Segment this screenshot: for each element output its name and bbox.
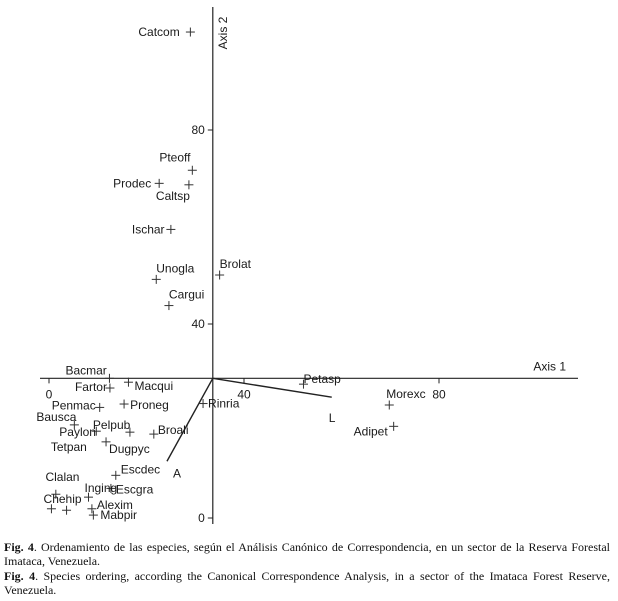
label-bausca: Bausca: [36, 409, 77, 424]
label-brolat: Brolat: [219, 257, 251, 272]
label-adipet: Adipet: [353, 424, 388, 439]
label-fartor: Fartor: [74, 380, 107, 395]
label-pteoff: Pteoff: [159, 150, 191, 165]
point-escdec: [111, 471, 120, 480]
caption-spanish: [4, 540, 610, 568]
label-escdec: Escdec: [120, 462, 161, 477]
point-proneg: [120, 400, 129, 409]
species-points: [47, 28, 398, 523]
label-broali: Broali: [157, 423, 189, 438]
label-inging: Inging: [84, 481, 118, 496]
y-tick-label: 40: [191, 317, 205, 331]
label-mabpir: Mabpir: [100, 508, 138, 523]
label-tetpan: Tetpan: [50, 440, 87, 455]
point-penmac: [95, 403, 104, 412]
label-penmac: Penmac: [51, 398, 96, 413]
label-clalan: Clalan: [45, 469, 80, 484]
label-escgra: Escgra: [115, 482, 154, 497]
label-bacmar: Bacmar: [65, 363, 107, 378]
y-axis-label: Axis 2: [215, 16, 230, 50]
point-unogla: [152, 275, 161, 284]
point-mabpir: [89, 511, 98, 520]
label-chehip: Chehip: [43, 492, 82, 507]
caption-spanish-text: . Ordenamiento de las especies, según el Análisis Canónico de Correspondencia, en un sector de la Reserva Forestal Imataca, Venezuela.: [4, 540, 610, 568]
point-cargui: [164, 301, 173, 310]
x-tick-label: 80: [432, 387, 446, 402]
point-catcom: [186, 28, 195, 37]
point-brolat: [215, 271, 224, 280]
label-prodec: Prodec: [113, 176, 152, 191]
x-tick-label: 40: [237, 387, 251, 402]
label-cargui: Cargui: [168, 287, 205, 302]
point-alexim: [87, 504, 96, 513]
vector-label-l: L: [328, 411, 336, 426]
environmental-vectors: [167, 378, 336, 480]
point-chehip: [62, 506, 71, 515]
caption-english: [4, 569, 610, 597]
label-dugpyc: Dugpyc: [109, 441, 150, 456]
label-alexim: Alexim: [96, 497, 133, 512]
y-tick-label: 80: [191, 123, 205, 137]
point-prodec: [155, 179, 164, 188]
caption-spanish-prefix: Fig. 4: [4, 540, 34, 554]
species-labels: [36, 25, 425, 522]
label-paylon: Paylon: [59, 425, 96, 440]
vector-label-a: A: [172, 466, 181, 481]
caption-english-text: . Species ordering, according the Canonical Correspondence Analysis, in a sector of the Imataca Forest Reserve, Venezuela.: [4, 569, 610, 597]
point-pteoff: [188, 166, 197, 175]
point-morexc: [385, 400, 394, 409]
label-petasp: Petasp: [303, 372, 341, 387]
caption-english-prefix: Fig. 4: [4, 569, 36, 583]
label-morexc: Morexc: [386, 386, 426, 401]
x-tick-label: 0: [45, 387, 53, 402]
label-pelpub: Pelpub: [92, 418, 131, 433]
label-caltsp: Caltsp: [155, 188, 190, 203]
x-axis-label: Axis 1: [533, 359, 566, 374]
label-macqui: Macqui: [134, 379, 174, 394]
label-proneg: Proneg: [130, 398, 169, 413]
label-rinria: Rinria: [208, 396, 240, 411]
label-ischar: Ischar: [131, 222, 165, 237]
y-tick-label: 0: [198, 511, 205, 525]
vector-line-a: [167, 378, 213, 461]
point-adipet: [389, 422, 398, 431]
point-macqui: [124, 378, 133, 387]
label-unogla: Unogla: [156, 261, 195, 276]
point-ischar: [166, 225, 175, 234]
label-catcom: Catcom: [138, 25, 180, 40]
